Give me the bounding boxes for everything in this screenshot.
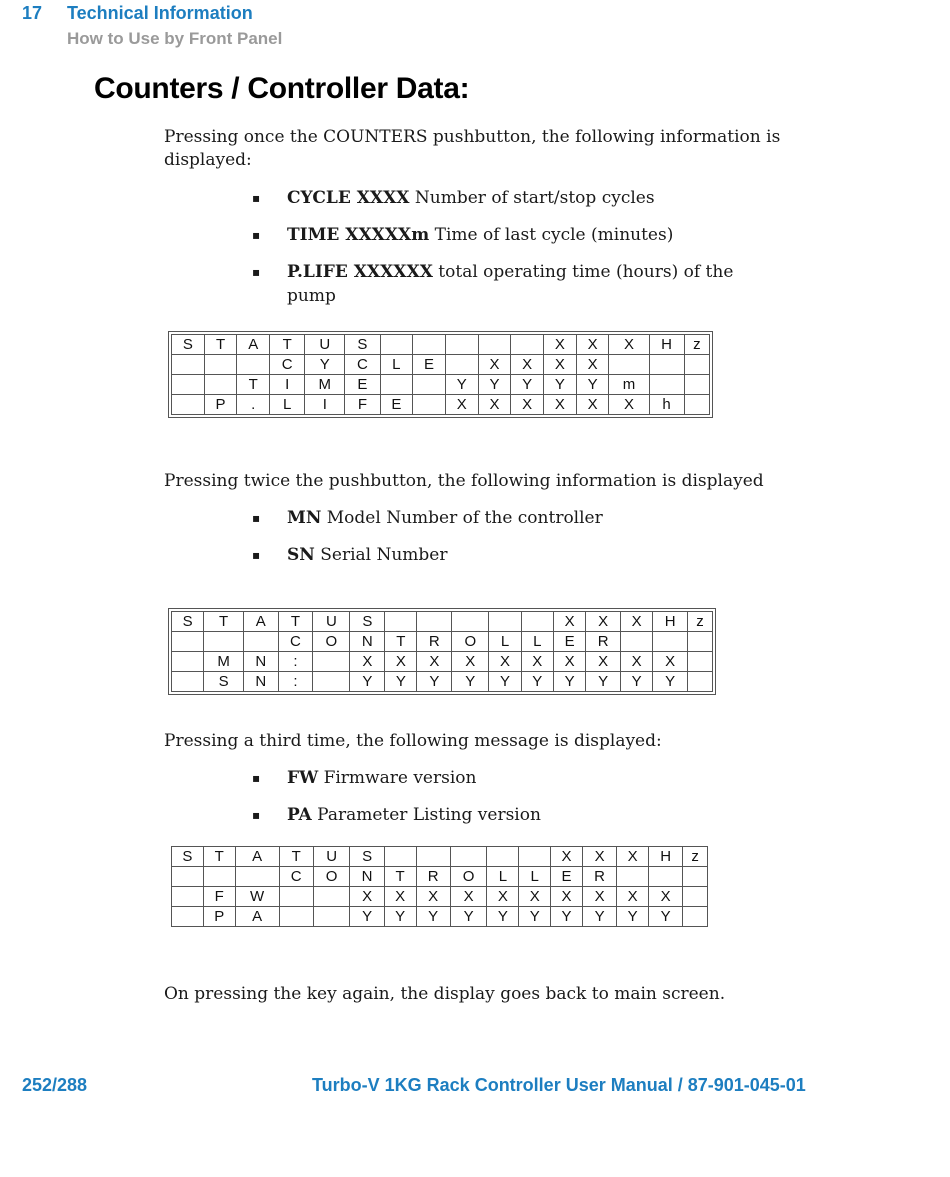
bullet-item <box>252 543 772 567</box>
lcd-cell: X <box>478 355 511 375</box>
lcd-cell: Y <box>350 672 385 692</box>
lcd-cell: z <box>683 847 708 867</box>
bullet-marker-icon: ▪ <box>252 511 261 525</box>
page-title: Counters / Controller Data: <box>94 72 470 105</box>
lcd-cell <box>487 847 519 867</box>
lcd-cell: : <box>278 652 313 672</box>
lcd-cell <box>313 907 350 927</box>
lcd-row <box>172 887 708 907</box>
lcd-cell: X <box>385 652 417 672</box>
lcd-cell: E <box>413 355 446 375</box>
lcd-cell: T <box>385 632 417 652</box>
intro-paragraph-2: Pressing twice the pushbutton, the following information is displayed <box>164 471 764 491</box>
lcd-cell: P <box>204 395 237 415</box>
lcd-cell: O <box>452 632 489 652</box>
lcd-cell: O <box>313 632 350 652</box>
lcd-cell: T <box>237 375 270 395</box>
lcd-row <box>172 652 713 672</box>
lcd-cell: X <box>478 395 511 415</box>
lcd-cell <box>617 867 649 887</box>
lcd-cell <box>452 612 489 632</box>
lcd-cell <box>413 335 446 355</box>
lcd-row <box>172 395 710 415</box>
lcd-cell: X <box>551 847 583 867</box>
lcd-cell: Y <box>553 672 585 692</box>
bullet-term: MN <box>287 508 322 528</box>
lcd-cell <box>609 355 649 375</box>
lcd-cell: T <box>279 847 313 867</box>
lcd-cell <box>243 632 278 652</box>
lcd-cell: Y <box>617 907 649 927</box>
lcd-cell: X <box>586 652 621 672</box>
lcd-cell: S <box>172 612 204 632</box>
lcd-cell: Y <box>452 672 489 692</box>
lcd-cell <box>416 847 450 867</box>
lcd-display-table-counters <box>171 334 710 415</box>
lcd-cell <box>413 375 446 395</box>
lcd-cell <box>511 335 544 355</box>
bullet-term: FW <box>287 768 319 788</box>
bullet-description: Serial Number <box>314 545 448 565</box>
lcd-cell: I <box>305 395 345 415</box>
lcd-row <box>172 375 710 395</box>
bullet-term: PA <box>287 805 312 825</box>
lcd-cell <box>684 395 709 415</box>
lcd-cell: S <box>172 335 205 355</box>
lcd-cell: Y <box>416 907 450 927</box>
lcd-cell: X <box>617 847 649 867</box>
lcd-cell: X <box>649 887 683 907</box>
lcd-cell: A <box>243 612 278 632</box>
intro-paragraph-3: Pressing a third time, the following message is displayed: <box>164 731 662 751</box>
bullet-term: CYCLE XXXX <box>287 188 410 208</box>
lcd-display-table-firmware <box>171 846 708 927</box>
lcd-cell <box>649 867 683 887</box>
bullet-item <box>252 223 772 247</box>
lcd-cell <box>313 652 350 672</box>
lcd-cell: L <box>487 867 519 887</box>
lcd-cell: F <box>203 887 235 907</box>
lcd-cell <box>519 847 551 867</box>
lcd-cell: X <box>576 335 609 355</box>
lcd-cell: R <box>586 632 621 652</box>
lcd-cell <box>313 887 350 907</box>
lcd-cell: C <box>279 867 313 887</box>
bullet-marker-icon: ▪ <box>252 228 261 242</box>
lcd-cell: S <box>350 847 384 867</box>
lcd-cell <box>684 355 709 375</box>
lcd-cell: O <box>313 867 350 887</box>
lcd-cell: X <box>416 887 450 907</box>
lcd-cell: X <box>452 652 489 672</box>
lcd-cell <box>684 375 709 395</box>
bullet-description: Firmware version <box>318 768 477 788</box>
lcd-cell: Y <box>487 907 519 927</box>
lcd-cell: Y <box>519 907 551 927</box>
lcd-cell: X <box>582 887 616 907</box>
intro-paragraph-1: Pressing once the COUNTERS pushbutton, the following information is displayed: <box>164 127 781 170</box>
lcd-cell: H <box>649 335 684 355</box>
bullet-term: TIME XXXXXm <box>287 225 430 245</box>
lcd-cell <box>172 375 205 395</box>
lcd-cell: Y <box>521 672 553 692</box>
lcd-cell: L <box>380 355 413 375</box>
lcd-cell <box>413 395 446 415</box>
lcd-cell: Y <box>653 672 688 692</box>
lcd-cell: z <box>687 612 712 632</box>
lcd-cell: L <box>489 632 521 652</box>
bullet-term: P.LIFE XXXXXX <box>287 262 433 282</box>
lcd-row <box>172 335 710 355</box>
page-number: 252/288 <box>22 1075 88 1095</box>
lcd-cell: E <box>551 867 583 887</box>
lcd-cell: N <box>243 652 278 672</box>
lcd-cell: Y <box>350 907 384 927</box>
lcd-cell <box>279 907 313 927</box>
lcd-cell: : <box>278 672 313 692</box>
lcd-cell: X <box>620 612 652 632</box>
lcd-cell <box>683 887 708 907</box>
lcd-cell: S <box>345 335 380 355</box>
lcd-cell: A <box>237 335 270 355</box>
lcd-cell: H <box>649 847 683 867</box>
lcd-cell: S <box>204 672 244 692</box>
lcd-cell: X <box>653 652 688 672</box>
lcd-cell <box>521 612 553 632</box>
lcd-cell <box>313 672 350 692</box>
lcd-cell: S <box>350 612 385 632</box>
lcd-cell <box>235 867 279 887</box>
bullet-marker-icon: ▪ <box>252 191 261 205</box>
lcd-cell: E <box>345 375 380 395</box>
lcd-cell: Y <box>576 375 609 395</box>
lcd-cell: Y <box>478 375 511 395</box>
lcd-row <box>172 672 713 692</box>
lcd-cell: Y <box>586 672 621 692</box>
lcd-cell: . <box>237 395 270 415</box>
lcd-cell <box>687 652 712 672</box>
lcd-cell <box>172 867 204 887</box>
lcd-cell <box>683 867 708 887</box>
lcd-row <box>172 632 713 652</box>
lcd-cell: T <box>203 847 235 867</box>
lcd-cell <box>203 867 235 887</box>
lcd-cell <box>649 355 684 375</box>
lcd-cell: R <box>417 632 452 652</box>
lcd-cell: Y <box>544 375 577 395</box>
lcd-cell: Y <box>551 907 583 927</box>
bullet-description: Model Number of the controller <box>321 508 603 528</box>
bullet-item <box>252 506 772 530</box>
lcd-cell: E <box>553 632 585 652</box>
lcd-row <box>172 847 708 867</box>
bullet-item <box>252 803 772 827</box>
lcd-cell: L <box>270 395 305 415</box>
lcd-cell: X <box>576 355 609 375</box>
bullet-item <box>252 766 772 790</box>
lcd-cell: Y <box>489 672 521 692</box>
lcd-cell <box>204 355 237 375</box>
lcd-cell: T <box>384 867 416 887</box>
lcd-cell: h <box>649 395 684 415</box>
lcd-cell: X <box>521 652 553 672</box>
lcd-cell <box>172 355 205 375</box>
lcd-cell: N <box>350 867 384 887</box>
lcd-cell: Y <box>649 907 683 927</box>
lcd-cell: X <box>350 887 384 907</box>
bullet-term: SN <box>287 545 315 565</box>
chapter-number: 17 <box>22 3 43 23</box>
lcd-cell: Y <box>582 907 616 927</box>
lcd-cell <box>417 612 452 632</box>
lcd-cell: X <box>511 355 544 375</box>
lcd-cell: X <box>511 395 544 415</box>
lcd-cell: I <box>270 375 305 395</box>
lcd-cell: T <box>204 335 237 355</box>
lcd-cell: X <box>576 395 609 415</box>
lcd-cell: Y <box>417 672 452 692</box>
bullet-item <box>252 186 772 210</box>
bullet-marker-icon: ▪ <box>252 808 261 822</box>
section-subtitle: How to Use by Front Panel <box>67 29 283 48</box>
lcd-cell: Y <box>384 907 416 927</box>
lcd-cell <box>478 335 511 355</box>
lcd-cell <box>385 612 417 632</box>
lcd-cell: X <box>544 335 577 355</box>
lcd-cell <box>620 632 652 652</box>
lcd-cell: m <box>609 375 649 395</box>
lcd-cell <box>489 612 521 632</box>
bullet-marker-icon: ▪ <box>252 548 261 562</box>
lcd-row <box>172 907 708 927</box>
lcd-cell <box>683 907 708 927</box>
bullet-marker-icon: ▪ <box>252 265 261 279</box>
bullet-description: total operating time (hours) of the pump <box>287 262 734 306</box>
lcd-cell: L <box>521 632 553 652</box>
lcd-cell: W <box>235 887 279 907</box>
lcd-cell: N <box>350 632 385 652</box>
lcd-cell: U <box>313 612 350 632</box>
lcd-cell: X <box>384 887 416 907</box>
lcd-cell: X <box>617 887 649 907</box>
lcd-cell: X <box>586 612 621 632</box>
chapter-title: Technical Information <box>67 3 253 23</box>
lcd-cell: A <box>235 907 279 927</box>
lcd-cell: X <box>487 887 519 907</box>
lcd-cell: N <box>243 672 278 692</box>
lcd-cell <box>649 375 684 395</box>
lcd-cell: R <box>582 867 616 887</box>
lcd-cell: X <box>553 612 585 632</box>
lcd-cell <box>172 632 204 652</box>
bullet-description: Parameter Listing version <box>311 805 541 825</box>
lcd-cell: X <box>544 395 577 415</box>
lcd-cell <box>450 847 487 867</box>
lcd-cell: z <box>684 335 709 355</box>
lcd-cell <box>653 632 688 652</box>
lcd-cell: Y <box>305 355 345 375</box>
lcd-cell <box>445 335 478 355</box>
lcd-cell: Y <box>385 672 417 692</box>
lcd-cell: C <box>345 355 380 375</box>
lcd-cell: T <box>270 335 305 355</box>
lcd-cell <box>204 375 237 395</box>
manual-title: Turbo-V 1KG Rack Controller User Manual / 87-901-045-01 <box>312 1075 806 1095</box>
lcd-cell: X <box>417 652 452 672</box>
lcd-cell: X <box>489 652 521 672</box>
lcd-cell: T <box>278 612 313 632</box>
lcd-cell <box>172 907 204 927</box>
lcd-cell <box>204 632 244 652</box>
lcd-cell <box>237 355 270 375</box>
lcd-cell: U <box>305 335 345 355</box>
lcd-cell: X <box>544 355 577 375</box>
lcd-cell: C <box>270 355 305 375</box>
lcd-cell <box>687 672 712 692</box>
lcd-cell: Y <box>445 375 478 395</box>
lcd-cell: T <box>204 612 244 632</box>
lcd-cell: X <box>551 887 583 907</box>
lcd-cell <box>380 375 413 395</box>
lcd-cell <box>687 632 712 652</box>
lcd-row <box>172 355 710 375</box>
lcd-cell <box>380 335 413 355</box>
lcd-cell <box>384 847 416 867</box>
lcd-cell: S <box>172 847 204 867</box>
lcd-row <box>172 612 713 632</box>
lcd-cell: C <box>278 632 313 652</box>
lcd-cell <box>172 672 204 692</box>
lcd-cell: H <box>653 612 688 632</box>
bullet-marker-icon: ▪ <box>252 771 261 785</box>
lcd-cell <box>279 887 313 907</box>
lcd-cell: X <box>519 887 551 907</box>
lcd-cell: X <box>450 887 487 907</box>
lcd-cell: L <box>519 867 551 887</box>
lcd-cell: A <box>235 847 279 867</box>
lcd-display-table-controller-model <box>171 611 713 692</box>
lcd-row <box>172 867 708 887</box>
bullet-item <box>252 260 772 308</box>
lcd-cell: Y <box>450 907 487 927</box>
bullet-description: Time of last cycle (minutes) <box>429 225 674 245</box>
lcd-cell: M <box>204 652 244 672</box>
lcd-cell: M <box>305 375 345 395</box>
lcd-cell: F <box>345 395 380 415</box>
lcd-cell: X <box>582 847 616 867</box>
lcd-cell: O <box>450 867 487 887</box>
lcd-cell: U <box>313 847 350 867</box>
lcd-cell: P <box>203 907 235 927</box>
bullet-description: Number of start/stop cycles <box>409 188 655 208</box>
lcd-cell <box>172 395 205 415</box>
lcd-cell <box>172 652 204 672</box>
lcd-cell: X <box>609 395 649 415</box>
lcd-cell: X <box>620 652 652 672</box>
lcd-cell <box>445 355 478 375</box>
lcd-cell <box>172 887 204 907</box>
lcd-cell: X <box>553 652 585 672</box>
lcd-cell: X <box>445 395 478 415</box>
lcd-cell: R <box>416 867 450 887</box>
lcd-cell: Y <box>511 375 544 395</box>
lcd-cell: X <box>609 335 649 355</box>
closing-paragraph: On pressing the key again, the display goes back to main screen. <box>164 984 726 1004</box>
lcd-cell: Y <box>620 672 652 692</box>
lcd-cell: E <box>380 395 413 415</box>
lcd-cell: X <box>350 652 385 672</box>
